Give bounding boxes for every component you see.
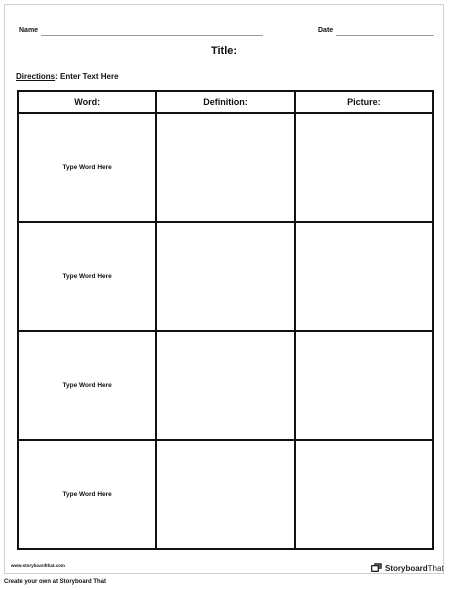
worksheet-page	[4, 4, 444, 574]
picture-cell[interactable]	[295, 331, 433, 440]
date-field-line[interactable]	[336, 35, 434, 36]
picture-cell[interactable]	[295, 113, 433, 222]
directions-body: : Enter Text Here	[55, 72, 119, 81]
definition-cell[interactable]	[156, 222, 294, 331]
picture-cell[interactable]	[295, 222, 433, 331]
column-header-picture: Picture:	[295, 91, 433, 113]
word-cell[interactable]: Type Word Here	[18, 440, 156, 549]
table-row	[18, 440, 433, 549]
brand-name-light: That	[427, 563, 444, 573]
worksheet-title: Title:	[210, 45, 238, 57]
name-label: Name	[19, 27, 39, 34]
column-header-word: Word:	[18, 91, 156, 113]
footer-url: www.storyboardthat.com	[11, 563, 65, 568]
column-header-definition: Definition:	[156, 91, 294, 113]
brand-name	[385, 564, 444, 573]
word-cell[interactable]: Type Word Here	[18, 113, 156, 222]
table-row	[18, 331, 433, 440]
definition-cell[interactable]	[156, 440, 294, 549]
word-cell[interactable]: Type Word Here	[18, 222, 156, 331]
table-header-row	[18, 91, 433, 113]
table-row	[18, 113, 433, 222]
create-your-own-link[interactable]: Create your own at Storyboard That	[4, 579, 107, 585]
date-label: Date	[318, 27, 334, 34]
definition-cell[interactable]	[156, 113, 294, 222]
table-row	[18, 222, 433, 331]
vocabulary-table	[17, 90, 434, 550]
name-field-line[interactable]	[41, 35, 263, 36]
storyboard-logo-icon	[371, 559, 382, 577]
word-cell[interactable]: Type Word Here	[18, 331, 156, 440]
storyboardthat-brand	[371, 559, 444, 577]
definition-cell[interactable]	[156, 331, 294, 440]
picture-cell[interactable]	[295, 440, 433, 549]
brand-name-bold: Storyboard	[385, 563, 428, 573]
directions-text	[16, 72, 119, 81]
directions-label: Directions	[16, 72, 56, 81]
